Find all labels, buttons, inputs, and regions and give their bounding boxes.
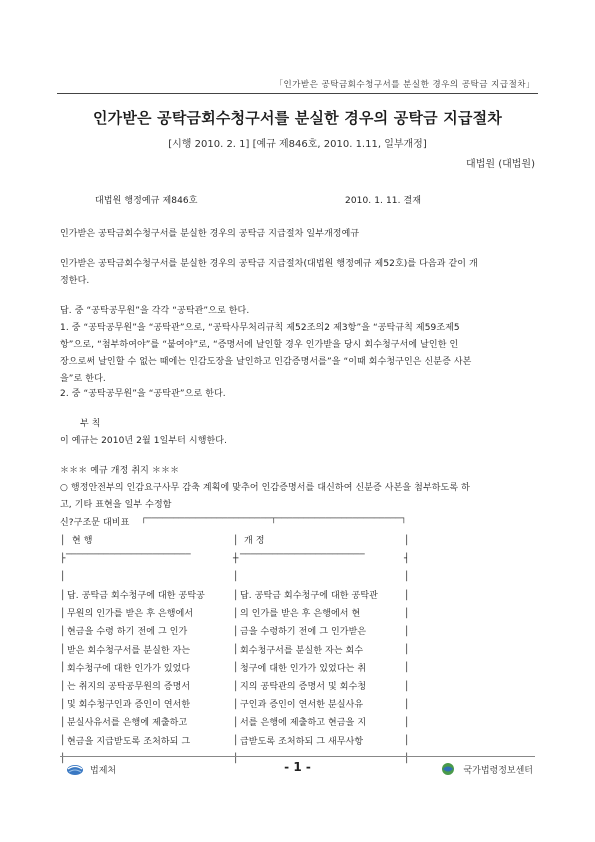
- table-row: 받은 회수청구서를 분실한 자는: [67, 645, 191, 656]
- document-title: 인가받은 공탁금회수청구서를 분실한 경우의 공탁금 지급절차: [92, 109, 503, 127]
- new-text-column: [240, 587, 378, 751]
- table-row: 답. 공탁금 회수청구에 대한 공탁공: [67, 591, 205, 601]
- table-row: 는 취지의 공탁공무원의 증명서: [67, 682, 191, 693]
- table-row: 지의 공탁관의 증명서 및 회수청: [240, 682, 367, 693]
- item-2: 2. 중 “공탁공무원”을 “공탁관”으로 한다.: [60, 389, 226, 399]
- amend-intro-line-1: 인가받은 공탁금회수청구서를 분실한 경우의 공탁금 지급절차(대법원 행정예규 제52호)를 다음과 같이 개: [60, 259, 478, 269]
- table-mid-border: │ ┼ │ │ │ │ │ │ │ │ │ │ │: [233, 536, 239, 765]
- reason-line-1: ○ 행정안전부의 인감요구사무 감축 계획에 맞추어 인감증명서를 대신하여 신분증 사본을 첨부하도록 하: [60, 483, 470, 493]
- table-row: 서를 은행에 제출하고 현금을 지: [240, 718, 367, 729]
- supplementary-text: 이 예규는 2010년 2월 1일부터 시행한다.: [60, 436, 228, 446]
- footer-right: [439, 762, 533, 776]
- document-subtitle: [시행 2010. 2. 1] [예규 제846호, 2010. 1.11, 일부개정]: [168, 139, 427, 150]
- amend-intro-line-2: 정한다.: [60, 276, 90, 286]
- table-row: 및 회수청구인과 증인이 연서한: [67, 700, 191, 711]
- table-row: 현금을 수령 하기 전에 그 인가: [67, 627, 188, 638]
- table-row: 구인과 증인이 연서한 분실사유: [240, 700, 364, 711]
- table-row: 현금을 지급받도록 조처하되 그: [67, 736, 191, 747]
- table-row: 분실사유서를 은행에 제출하고: [67, 718, 188, 729]
- footer-left-label: 법제처: [90, 765, 117, 776]
- table-left-border: │ ├ │ │ │ │ │ │ │ │ │ │ │: [60, 536, 66, 765]
- old-text-column: [67, 587, 205, 751]
- reason-heading: ＊＊＊ 예규 개정 취지 ＊＊＊: [60, 466, 180, 476]
- table-right-border: │ ┤ │ │ │ │ │ │ │ │ │ │ │: [404, 536, 410, 765]
- item-1-line-4: 을”로 한다.: [60, 374, 106, 384]
- item-intro: 답. 중 “공탁공무원”을 각각 “공탁관”으로 한다.: [60, 306, 250, 316]
- rule-date: 2010. 1. 11. 결재: [345, 196, 422, 206]
- header-rule: [57, 93, 538, 94]
- item-1-line-3: 장으로써 날인할 수 없는 때에는 인감도장을 날인하고 인감증명서를”을 “이때 회수청구인은 신분증 사본: [60, 357, 472, 367]
- table-row: 무원의 인가를 받은 후 은행에서: [67, 609, 194, 620]
- comparison-label: 신?구조문 대비표: [60, 518, 130, 528]
- law-center-logo-icon: [439, 762, 457, 776]
- table-row: 급받도록 조처하되 그 새무사항: [240, 736, 364, 747]
- table-row: 회수청구서를 분실한 자는 회수: [240, 645, 364, 656]
- item-1-line-1: 1. 중 “공탁공무원”을 “공탁관”으로, “공탁사무처리규칙 제52조의2 제3항”을 “공탁규칙 제59조제5: [60, 323, 460, 333]
- running-header: 「인가받은 공탁금회수청구서를 분실한 경우의 공탁금 지급절차」: [274, 80, 535, 90]
- table-top-border: ┌───────────────────────┬───────────────────────┐: [141, 514, 407, 524]
- amend-title: 인가받은 공탁금회수청구서를 분실한 경우의 공탁금 지급절차 일부개정예규: [60, 229, 360, 239]
- table-row: 의 인가를 받은 후 은행에서 현: [240, 609, 361, 620]
- item-1-line-2: 항”으로, “첨부하여야”를 “붙여야”로, “증명서에 날인할 경우 인가받을 당시 회수청구서에 날인한 인: [60, 340, 459, 350]
- table-header-divider: ───────────────────────: [66, 550, 191, 560]
- table-row: 청구에 대한 인가가 있었다는 취: [240, 663, 367, 674]
- table-row: 금을 수령하기 전에 그 인가받은: [240, 627, 367, 638]
- table-header-divider: ───────────────────────: [240, 550, 365, 560]
- table-row: 회수청구에 대한 인가가 있었다: [67, 663, 191, 674]
- supplementary-heading: 부 칙: [80, 419, 101, 429]
- issuing-agency: 대법원 (대법원): [466, 159, 535, 170]
- page-number: - 1 -: [284, 760, 311, 774]
- rule-number: 대법원 행정예규 제846호: [95, 196, 198, 206]
- column-header-new: 개 정: [244, 536, 265, 546]
- column-header-old: 현 행: [72, 536, 93, 546]
- footer-rule: [60, 756, 535, 757]
- table-row: 답. 공탁금 회수청구에 대한 공탁관: [240, 591, 378, 601]
- reason-line-2: 고, 기타 표현을 일부 수정함: [60, 500, 172, 510]
- footer-right-label: 국가법령정보센터: [463, 765, 533, 776]
